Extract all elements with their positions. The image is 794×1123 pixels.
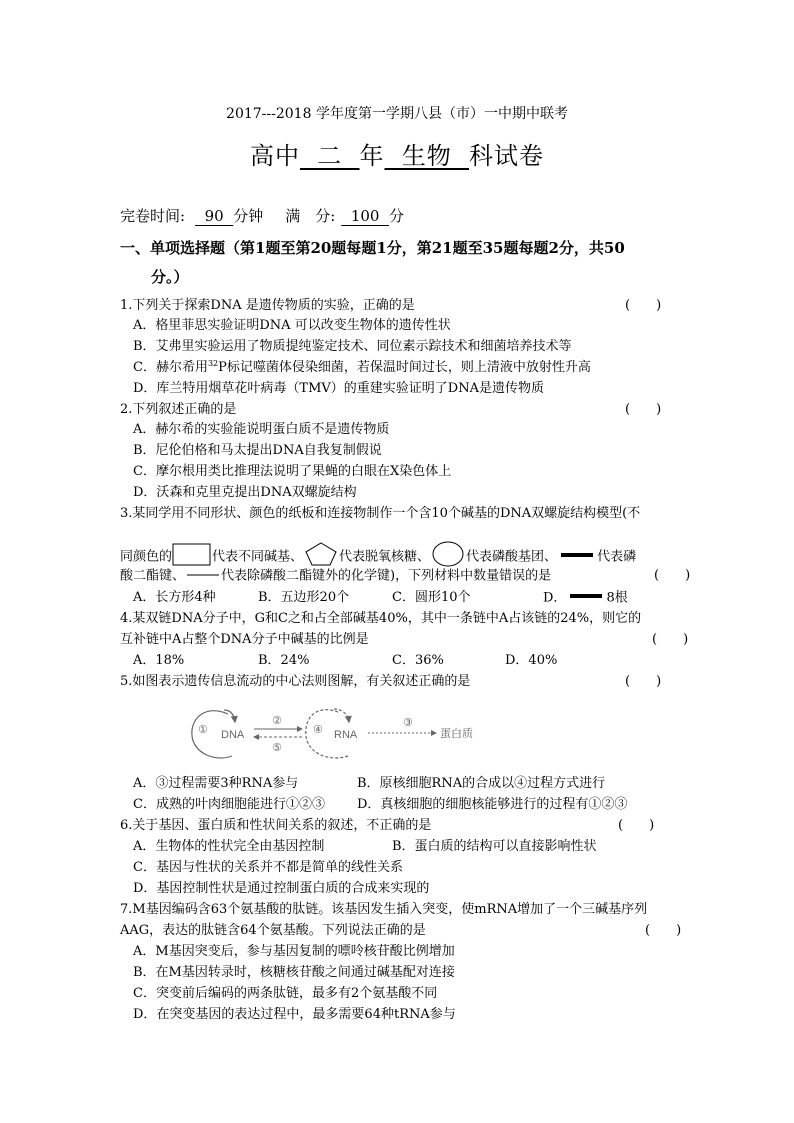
q2-option-c: C．摩尔根用类比推理法说明了果蝇的白眼在X染色体上 — [133, 464, 452, 479]
q1-option-c-start: C．赫尔希用 — [133, 360, 208, 375]
q3-stem-2a: 同颜色的 — [120, 549, 173, 565]
diagram-label-4: ④ — [313, 724, 323, 736]
title-prefix: 高中 — [249, 142, 300, 170]
exam-title — [0, 136, 794, 171]
section-heading: 一、单项选择题（第1题至第20题每题1分，第21题至35题每题2分，共50 — [120, 239, 625, 257]
q2-option-d: D．沃森和克里克提出DNA双螺旋结构 — [133, 485, 357, 500]
q7-stem-line1: 7.M基因编码含63个氨基酸的肽链。该基因发生插入突变，使mRNA增加了一个三碱基序列 — [120, 902, 648, 917]
score-label: 满 分: — [285, 207, 336, 225]
q1-stem: 1.下列关于探索DNA 是遗传物质的实验，正确的是 — [120, 298, 415, 313]
q5-option-a: A．③过程需要3种RNA参与 — [133, 776, 299, 791]
q2-answer-paren: ( ) — [625, 402, 662, 417]
q7-answer-paren: ( ) — [645, 923, 682, 938]
q3-option-d-label: D． — [543, 590, 567, 606]
q4-answer-paren: ( ) — [652, 632, 689, 647]
title-subject: 生物 — [384, 142, 470, 170]
q3-option-a: A．长方形4种 — [133, 590, 216, 605]
q4-option-a: A．18% — [133, 653, 185, 668]
q6-option-b: B．蛋白质的结构可以直接影响性状 — [392, 839, 597, 854]
q2-option-b: B．尼伦伯格和马太提出DNA自我复制假说 — [133, 443, 382, 458]
title-suffix: 科试卷 — [469, 142, 545, 170]
q1-option-c-rest: P标记噬菌体侵染细菌，若保温时间过长，则上清液中放射性升高 — [218, 360, 591, 375]
q7-option-a: A．M基因突变后，参与基因复制的嘌呤核苷酸比例增加 — [133, 944, 455, 959]
section-heading-cont: 分。） — [151, 268, 189, 286]
thick-line-icon — [566, 589, 606, 607]
thick-line-icon — [557, 548, 597, 566]
exam-info — [120, 207, 404, 225]
q3-option-d — [543, 589, 628, 608]
q5-answer-paren: ( ) — [625, 674, 662, 689]
q3-answer-paren: ( ) — [654, 568, 691, 583]
exam-subtitle: 2017---2018 学年度第一学期八县（市）一中期中联考 — [226, 106, 568, 122]
q4-stem-line1: 4.某双链DNA分子中，G和C之和占全部碱基40%，其中一条链中A占该链的24%，则它的 — [120, 611, 642, 626]
q5-option-c: C．成熟的叶肉细胞能进行①②③ — [133, 797, 325, 812]
q3-option-c: C．圆形10个 — [392, 590, 471, 605]
q2-option-a: A．赫尔希的实验能说明蛋白质不是遗传物质 — [133, 422, 390, 437]
time-label: 完卷时间: — [120, 207, 186, 225]
q5-option-d: D．真核细胞的细胞核能够进行的过程有①②③ — [357, 797, 628, 812]
q6-option-d: D．基因控制性状是通过控制蛋白质的合成来实现的 — [133, 881, 430, 896]
q4-option-c: C．36% — [392, 653, 444, 668]
diagram-label-dna: DNA — [221, 729, 245, 741]
q3-option-d-count: 8根 — [606, 590, 628, 606]
q4-option-d: D．40% — [505, 653, 558, 668]
q6-answer-paren: ( ) — [618, 818, 655, 833]
q3-option-b: B．五边形20个 — [258, 590, 350, 605]
q1-option-c — [133, 359, 591, 377]
q7-option-b: B．在M基因转录时，核糖核苷酸之间通过碱基配对连接 — [133, 965, 455, 980]
q4-stem-line2: 互补链中A占整个DNA分子中碱基的比例是 — [120, 632, 369, 647]
q3-stem-2c: 代表脱氧核糖、 — [339, 549, 431, 565]
q6-stem: 6.关于基因、蛋白质和性状间关系的叙述，不正确的是 — [120, 818, 432, 833]
title-grade: 二 — [299, 142, 360, 170]
q7-stem-line2: AAG，表达的肽链含64个氨基酸。下列说法正确的是 — [120, 923, 426, 938]
diagram-label-5: ⑤ — [272, 742, 282, 754]
diagram-label-3: ③ — [403, 717, 413, 729]
q6-option-c: C．基因与性状的关系并不都是简单的线性关系 — [133, 860, 403, 875]
q7-option-c: C．突变前后编码的两条肽链，最多有2个氨基酸不同 — [133, 986, 438, 1001]
q3-stem-3a: 酸二酯键、 — [120, 568, 186, 584]
q1-answer-paren: ( ) — [625, 298, 662, 313]
q2-stem: 2.下列叙述正确的是 — [120, 402, 237, 417]
time-unit: 分钟 — [233, 207, 264, 225]
time-value: 90 — [195, 207, 234, 225]
q1-option-d: D．库兰特用烟草花叶病毒（TMV）的重建实验证明了DNA是遗传物质 — [133, 381, 544, 396]
q1-option-b: B．艾弗里实验运用了物质提纯鉴定技术、同位素示踪技术和细菌培养技术等 — [133, 339, 572, 354]
q3-stem-line3 — [120, 567, 551, 586]
diagram-label-2: ② — [272, 715, 282, 727]
diagram-label-1: ① — [198, 724, 208, 736]
q7-option-d: D．在突变基因的表达过程中，最多需要64种tRNA参与 — [133, 1007, 456, 1022]
q6-option-a: A．生物体的性状完全由基因控制 — [133, 839, 325, 854]
title-year-word: 年 — [359, 142, 385, 170]
q5-stem: 5.如图表示遗传信息流动的中心法则图解，有关叙述正确的是 — [120, 674, 471, 689]
thin-line-icon — [185, 567, 221, 585]
q3-stem-2b: 代表不同碱基、 — [212, 549, 304, 565]
q3-stem-2e: 代表磷 — [597, 549, 637, 565]
q3-stem-line1: 3.某同学用不同形状、颜色的纸板和连接物制作一个含10个碱基的DNA双螺旋结构模型(不 — [120, 506, 641, 521]
q3-stem-3b: 代表除磷酸二酯键外的化学键)，下列材料中数量错误的是 — [221, 568, 552, 584]
diagram-label-protein: 蛋白质 — [440, 728, 473, 740]
score-value: 100 — [341, 207, 390, 225]
central-dogma-diagram — [188, 700, 498, 766]
diagram-label-rna: RNA — [334, 729, 358, 741]
q1-option-c-sup: 32 — [207, 359, 219, 368]
q3-stem-2d: 代表磷酸基团、 — [466, 549, 558, 565]
score-unit: 分 — [389, 207, 405, 225]
q4-option-b: B．24% — [258, 653, 310, 668]
q5-option-b: B．原核细胞RNA的合成以④过程方式进行 — [357, 776, 606, 791]
q1-option-a: A．格里菲思实验证明DNA 可以改变生物体的遗传性状 — [133, 318, 451, 333]
